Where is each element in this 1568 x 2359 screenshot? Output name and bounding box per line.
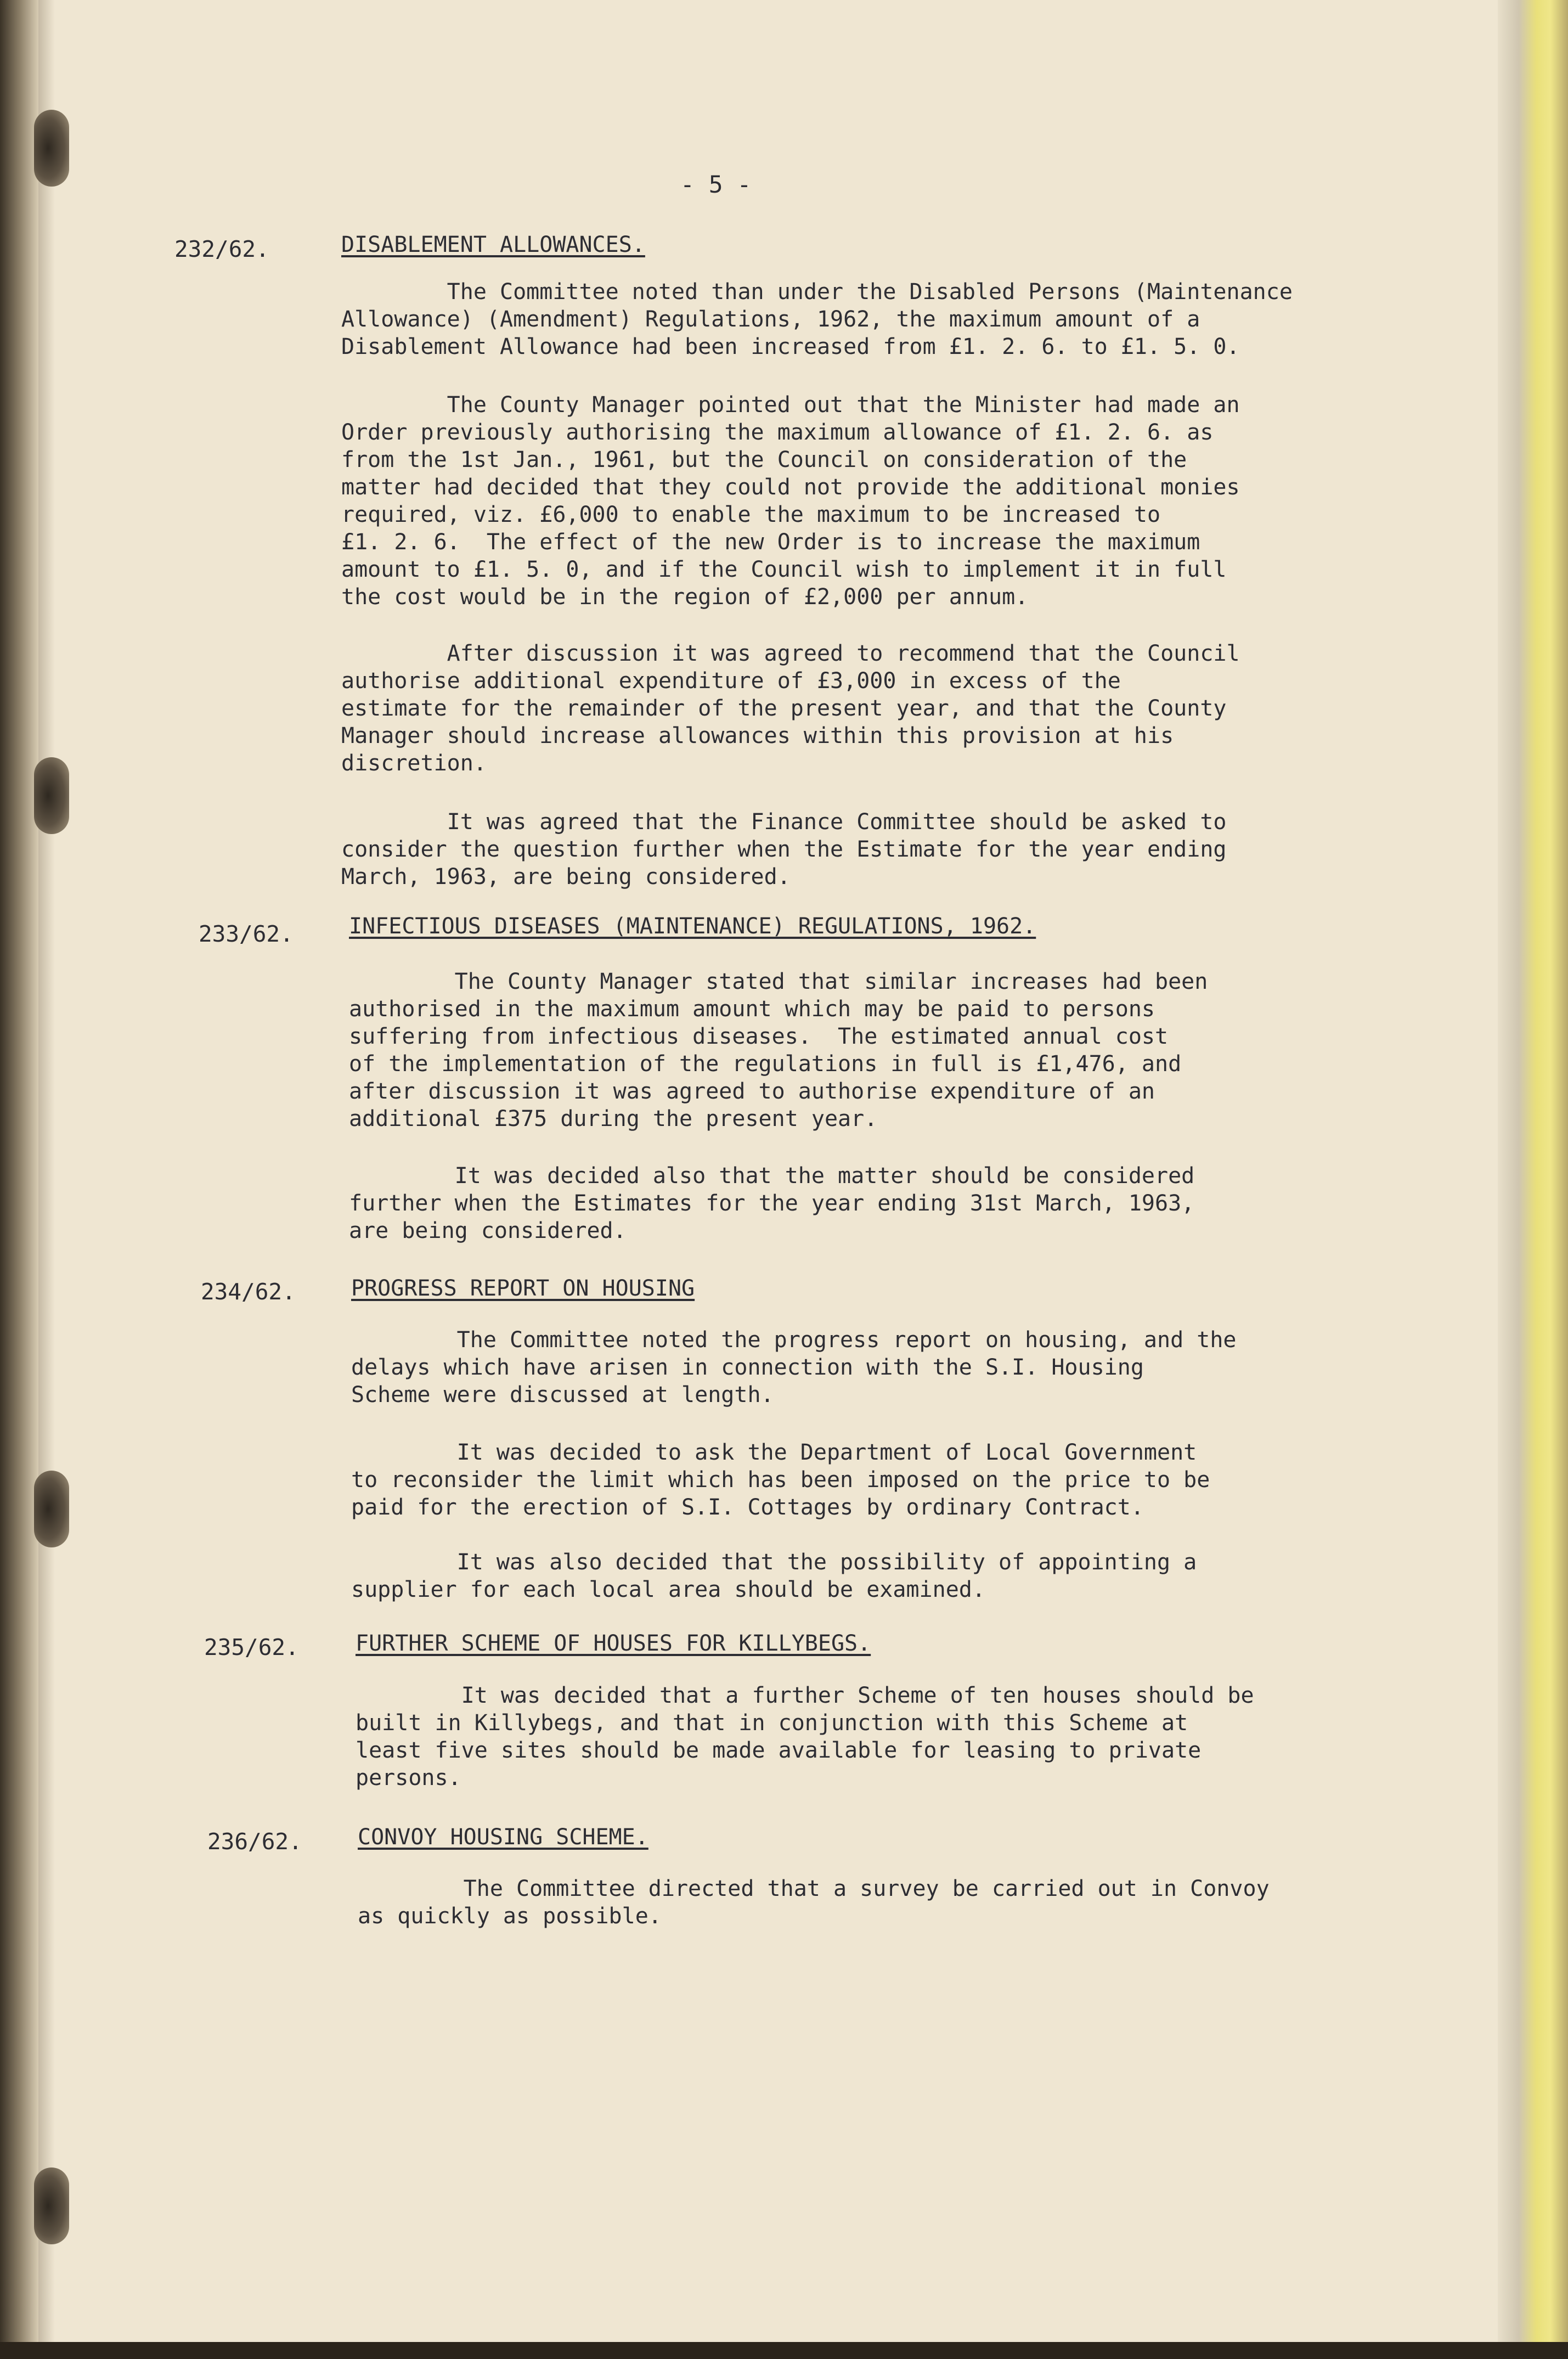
paragraph: It was decided also that the matter should be considered further when the Estimates for the year ending 31st March, 1963, are being considered. [349,1163,1195,1243]
section-heading: CONVOY HOUSING SCHEME. [358,1825,648,1850]
section-heading: FURTHER SCHEME OF HOUSES FOR KILLYBEGS. [356,1631,871,1656]
punch-hole-icon [34,757,69,834]
punch-hole-icon [34,1471,69,1547]
paragraph: It was also decided that the possibility of appointing a supplier for each local area should be examined. [351,1550,1197,1602]
section-heading: INFECTIOUS DISEASES (MAINTENANCE) REGULATIONS, 1962. [349,914,1036,939]
paragraph: The Committee directed that a survey be carried out in Convoy as quickly as possible. [358,1876,1270,1929]
minute-number: 235/62. [204,1634,299,1660]
punch-hole-icon [34,110,69,187]
minute-number: 234/62. [201,1279,296,1305]
minute-number: 236/62. [207,1828,302,1855]
paragraph: After discussion it was agreed to recommend that the Council authorise additional expenditure of £3,000 in excess of the estimate for the remainder of the present year, and that the County Manager should increase allowances within this provision at his discretion. [341,641,1240,776]
spine-shadow [38,0,55,2359]
binding-edge [0,0,38,2359]
minute-number: 233/62. [199,921,294,947]
page-edge-right [1498,0,1568,2359]
section-heading: PROGRESS REPORT ON HOUSING [351,1276,695,1301]
paragraph: It was agreed that the Finance Committee should be asked to consider the question further when the Estimate for the year ending March, 1963, are being considered. [341,809,1227,889]
paragraph: The Committee noted the progress report on housing, and the delays which have arisen in connection with the S.I. Housing Scheme were discussed at length. [351,1327,1237,1407]
paragraph: The Committee noted than under the Disabled Persons (Maintenance Allowance) (Amendment) Regulations, 1962, the maximum amount of a Disablement Allowance had been increased from £1. 2. 6. to £1. 5. 0. [341,279,1293,359]
section-heading: DISABLEMENT ALLOWANCES. [341,232,645,257]
page-edge-bottom [0,2342,1568,2359]
paragraph: It was decided to ask the Department of Local Government to reconsider the limit which has been imposed on the price to be paid for the erection of S.I. Cottages by ordinary Contract. [351,1440,1210,1520]
page-number: - 5 - [680,171,752,199]
paragraph: The County Manager stated that similar increases had been authorised in the maximum amount which may be paid to persons suffering from infectious diseases. The estimated annual cost of the implementation of the regulations in full is £1,476, and after discussion it was agreed to authorise expenditure of an additional £375 during the present year. [349,969,1208,1131]
paragraph: The County Manager pointed out that the Minister had made an Order previously authorising the maximum allowance of £1. 2. 6. as from the 1st Jan., 1961, but the Council on consideration of the matter had decided that they could not provide the additional monies required, viz. £6,000 to enable the maximum to be increased to £1. 2. 6. The effect of the new Order is to increase the maximum amount to £1. 5. 0, and if the Council wish to implement it in full the cost would be in the region of £2,000 per annum. [341,392,1240,610]
punch-hole-icon [34,2167,69,2244]
minute-number: 232/62. [174,236,269,262]
paragraph: It was decided that a further Scheme of ten houses should be built in Killybegs, and that in conjunction with this Scheme at least five sites should be made available for leasing to private persons. [356,1683,1254,1791]
